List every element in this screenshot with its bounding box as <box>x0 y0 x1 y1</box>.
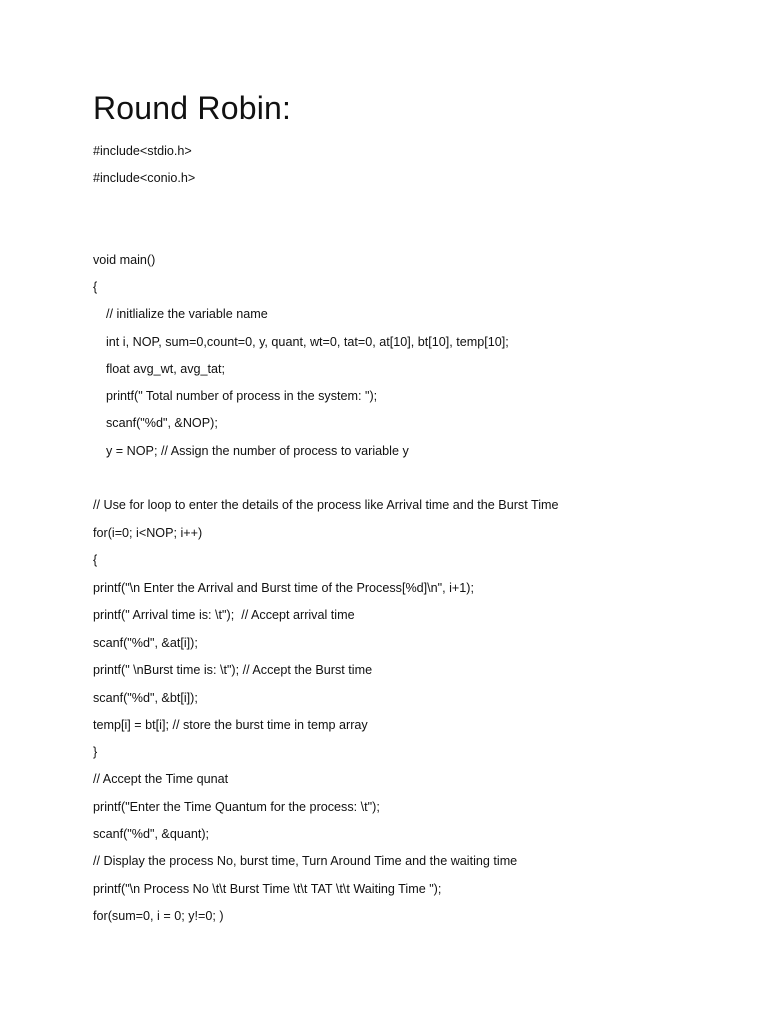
code-line-comment-init: // initlialize the variable name <box>106 307 268 321</box>
code-line-temp-assign: temp[i] = bt[i]; // store the burst time in temp array <box>93 718 368 732</box>
code-line-comment-quantum: // Accept the Time qunat <box>93 772 229 786</box>
code-line-include-conio: #include<conio.h> <box>93 171 196 185</box>
code-line-main-signature: void main() <box>93 253 156 267</box>
code-line-scanf-arrival: scanf("%d", &at[i]); <box>93 636 198 650</box>
code-line-comment-loop: // Use for loop to enter the details of the process like Arrival time and the Burst Time <box>93 498 559 512</box>
code-line-float-declarations: float avg_wt, avg_tat; <box>106 362 226 376</box>
code-line-comment-display: // Display the process No, burst time, Turn Around Time and the waiting time <box>93 854 518 868</box>
page-title: Round Robin: <box>93 90 292 126</box>
code-line-include-stdio: #include<stdio.h> <box>93 144 192 158</box>
code-line-loop-open-brace: { <box>93 553 98 567</box>
code-line-for-schedule: for(sum=0, i = 0; y!=0; ) <box>93 909 224 923</box>
code-line-printf-arrival: printf(" Arrival time is: \t"); // Accept arrival time <box>93 608 355 622</box>
code-line-scanf-quantum: scanf("%d", &quant); <box>93 827 210 841</box>
code-line-loop-close-brace: } <box>93 745 98 759</box>
code-line-printf-total: printf(" Total number of process in the system: "); <box>106 389 378 403</box>
code-line-scanf-burst: scanf("%d", &bt[i]); <box>93 691 198 705</box>
code-line-int-declarations: int i, NOP, sum=0,count=0, y, quant, wt=0, tat=0, at[10], bt[10], temp[10]; <box>106 335 509 349</box>
code-line-for-input: for(i=0; i<NOP; i++) <box>93 526 203 540</box>
code-line-scanf-nop: scanf("%d", &NOP); <box>106 416 218 430</box>
code-line-printf-header: printf("\n Process No \t\t Burst Time \t\t TAT \t\t Waiting Time "); <box>93 882 442 896</box>
code-line-printf-enter-times: printf("\n Enter the Arrival and Burst time of the Process[%d]\n", i+1); <box>93 581 474 595</box>
code-line-open-brace: { <box>93 280 98 294</box>
code-line-printf-burst: printf(" \nBurst time is: \t"); // Accept the Burst time <box>93 663 373 677</box>
code-line-printf-quantum: printf("Enter the Time Quantum for the process: \t"); <box>93 800 380 814</box>
code-line-assign-y: y = NOP; // Assign the number of process to variable y <box>106 444 409 458</box>
